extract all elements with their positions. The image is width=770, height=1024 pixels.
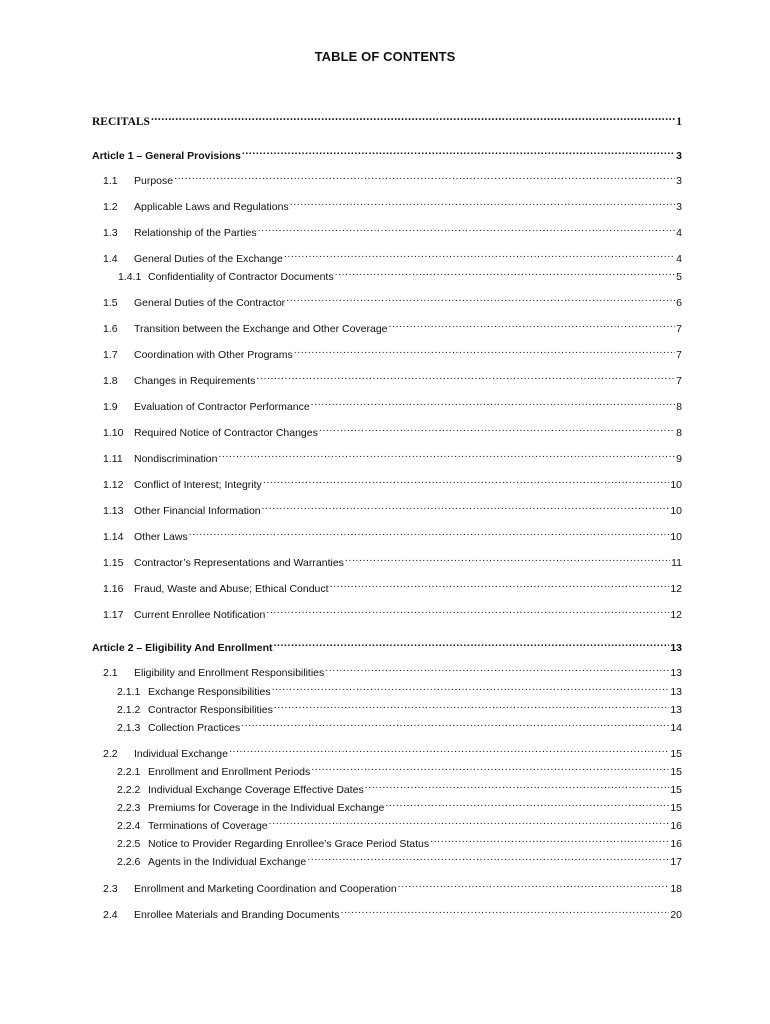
toc-entry-1-14[interactable] [92, 524, 682, 543]
toc-section-number: 2.2.4 [117, 820, 141, 832]
toc-entry-1-2[interactable] [92, 194, 682, 213]
toc-entry-1-9[interactable] [92, 394, 682, 413]
toc-entry-1-8[interactable] [92, 368, 682, 387]
toc-section-number: 2.2.1 [117, 766, 141, 778]
toc-entry-label: Article 2 – Eligibility And Enrollment [92, 642, 273, 654]
toc-entry-1-4[interactable] [92, 246, 682, 265]
toc-page-number: 4 [676, 227, 682, 239]
toc-page-number: 3 [676, 150, 682, 162]
toc-section-number: 1.8 [103, 375, 118, 387]
toc-entry-label: General Duties of the Contractor [134, 297, 286, 309]
toc-page-number: 15 [670, 802, 682, 814]
toc-page-number: 5 [676, 271, 682, 283]
dot-leader [262, 498, 670, 514]
toc-entry-label: Exchange Responsibilities [148, 686, 271, 698]
toc-entry-label: Terminations of Coverage [148, 820, 268, 832]
dot-leader [151, 109, 675, 125]
toc-entry-2-2-3[interactable] [92, 795, 682, 814]
toc-entry-1-3[interactable] [92, 220, 682, 239]
toc-entry-2-3[interactable] [92, 876, 682, 895]
toc-page-number: 13 [670, 704, 682, 716]
toc-section-number: 2.1.1 [117, 686, 141, 698]
toc-entry-2-1-3[interactable] [92, 715, 682, 734]
dot-leader [398, 876, 670, 892]
toc-entry-label: Nondiscrimination [134, 453, 218, 465]
toc-page-number: 18 [670, 883, 682, 895]
dot-leader [319, 420, 675, 436]
dot-leader [274, 697, 669, 713]
toc-section-number: 1.4 [103, 253, 118, 265]
toc-entry-1-12[interactable] [92, 472, 682, 491]
toc-entry-label: Enrollment and Enrollment Periods [148, 766, 311, 778]
toc-page-number: 7 [676, 323, 682, 335]
dot-leader [189, 524, 670, 540]
toc-entry-article-1[interactable] [92, 143, 682, 162]
toc-entry-label: Contractor’s Representations and Warranties [134, 557, 344, 569]
dot-leader [385, 795, 669, 811]
toc-section-number: 2.2.5 [117, 838, 141, 850]
toc-section-number: 1.3 [103, 227, 118, 239]
toc-entry-1-4-1[interactable] [92, 264, 682, 283]
dot-leader [258, 220, 676, 236]
toc-entry-label: Other Laws [134, 531, 188, 543]
toc-entry-2-2-4[interactable] [92, 813, 682, 832]
toc-page-number: 16 [670, 838, 682, 850]
toc-entry-1-5[interactable] [92, 290, 682, 309]
toc-entry-label: General Duties of the Exchange [134, 253, 283, 265]
toc-entry-2-2-6[interactable] [92, 849, 682, 868]
toc-entry-1-7[interactable] [92, 342, 682, 361]
dot-leader [272, 679, 670, 695]
toc-entry-1-6[interactable] [92, 316, 682, 335]
dot-leader [269, 813, 670, 829]
toc-entry-2-4[interactable] [92, 902, 682, 921]
toc-entry-2-1[interactable] [92, 660, 682, 679]
toc-section-number: 2.1.2 [117, 704, 141, 716]
toc-entry-recitals[interactable] [92, 109, 682, 128]
toc-entry-label: Relationship of the Parties [134, 227, 257, 239]
toc-page-number: 9 [676, 453, 682, 465]
toc-page-number: 10 [670, 505, 682, 517]
dot-leader [307, 849, 669, 865]
toc-page-number: 15 [670, 766, 682, 778]
dot-leader [229, 741, 669, 757]
toc-section-number: 2.2 [103, 748, 118, 760]
toc-page-number: 7 [676, 349, 682, 361]
toc-section-number: 1.11 [103, 453, 123, 465]
toc-entry-1-13[interactable] [92, 498, 682, 517]
toc-entry-label: Contractor Responsibilities [148, 704, 273, 716]
toc-page-number: 3 [676, 201, 682, 213]
dot-leader [311, 759, 669, 775]
toc-page-number: 14 [670, 722, 682, 734]
toc-page-number: 4 [676, 253, 682, 265]
toc-entry-1-15[interactable] [92, 550, 682, 569]
toc-section-number: 1.16 [103, 583, 124, 595]
toc-page-number: 15 [670, 784, 682, 796]
toc-section-number: 1.7 [103, 349, 118, 361]
dot-leader [430, 831, 669, 847]
toc-page-number: 11 [671, 557, 682, 569]
toc-page-number: 12 [670, 609, 682, 621]
dot-leader [273, 635, 669, 651]
toc-entry-2-2[interactable] [92, 741, 682, 760]
toc-entry-label: Other Financial Information [134, 505, 261, 517]
page-title: TABLE OF CONTENTS [314, 49, 456, 64]
toc-entry-1-11[interactable] [92, 446, 682, 465]
toc-entry-article-2[interactable] [92, 635, 682, 654]
dot-leader [218, 446, 675, 462]
toc-entry-label: Notice to Provider Regarding Enrollee’s Grace Period Status [148, 838, 430, 850]
toc-page-number: 17 [670, 856, 682, 868]
toc-page-number: 13 [670, 667, 682, 679]
toc-page-number: 13 [670, 686, 682, 698]
toc-entry-label: Transition between the Exchange and Other Coverage [134, 323, 388, 335]
dot-leader [330, 576, 670, 592]
dot-leader [345, 550, 670, 566]
toc-entry-label: Required Notice of Contractor Changes [134, 427, 318, 439]
toc-section-number: 1.4.1 [118, 271, 142, 283]
toc-entry-label: Purpose [134, 175, 174, 187]
toc-page-number: 12 [670, 583, 682, 595]
toc-section-number: 2.2.2 [117, 784, 141, 796]
toc-entry-1-17[interactable] [92, 602, 682, 621]
toc-entry-label: Premiums for Coverage in the Individual Exchange [148, 802, 385, 814]
toc-section-number: 1.17 [103, 609, 124, 621]
toc-entry-label: Individual Exchange Coverage Effective Dates [148, 784, 364, 796]
toc-page-number: 15 [670, 748, 682, 760]
dot-leader [325, 660, 669, 676]
toc-section-number: 1.15 [103, 557, 124, 569]
toc-entry-2-2-1[interactable] [92, 759, 682, 778]
dot-leader [266, 602, 669, 618]
dot-leader [263, 472, 670, 488]
toc-section-number: 1.14 [103, 531, 124, 543]
toc-page-number: 8 [676, 401, 682, 413]
toc-page-number: 1 [676, 116, 682, 128]
dot-leader [294, 342, 675, 358]
toc-section-number: 1.6 [103, 323, 118, 335]
toc-section-number: 1.1 [103, 175, 118, 187]
toc-section-number: 2.1 [103, 667, 118, 679]
toc-entry-label: Eligibility and Enrollment Responsibilities [134, 667, 325, 679]
toc-entry-label: Evaluation of Contractor Performance [134, 401, 310, 413]
toc-entry-label: Fraud, Waste and Abuse; Ethical Conduct [134, 583, 329, 595]
toc-section-number: 1.9 [103, 401, 118, 413]
toc-page-number: 3 [676, 175, 682, 187]
toc-page-number: 7 [676, 375, 682, 387]
toc-entry-label: Article 1 – General Provisions [92, 150, 241, 162]
toc-entry-label: Individual Exchange [134, 748, 228, 760]
toc-page-number: 8 [676, 427, 682, 439]
toc-entry-2-1-2[interactable] [92, 697, 682, 716]
toc-section-number: 1.2 [103, 201, 118, 213]
dot-leader [340, 902, 669, 918]
toc-section-number: 2.2.6 [117, 856, 141, 868]
toc-section-number: 2.4 [103, 909, 118, 921]
toc-page-number: 13 [670, 642, 682, 654]
toc-page-number: 16 [670, 820, 682, 832]
dot-leader [290, 194, 675, 210]
toc-entry-2-2-5[interactable] [92, 831, 682, 850]
toc-entry-1-10[interactable] [92, 420, 682, 439]
toc-page-number: 20 [670, 909, 682, 921]
toc-section-number: 2.3 [103, 883, 118, 895]
toc-entry-2-2-2[interactable] [92, 777, 682, 796]
dot-leader [242, 143, 675, 159]
toc-entry-label: Changes in Requirements [134, 375, 256, 387]
dot-leader [256, 368, 675, 384]
toc-section-number: 1.5 [103, 297, 118, 309]
toc-entry-2-1-1[interactable] [92, 679, 682, 698]
toc-section-number: 1.12 [103, 479, 124, 491]
toc-entry-1-1[interactable] [92, 168, 682, 187]
toc-section-number: 1.10 [103, 427, 124, 439]
dot-leader [286, 290, 675, 306]
dot-leader [241, 715, 669, 731]
toc-page-number: 10 [670, 479, 682, 491]
toc-entry-1-16[interactable] [92, 576, 682, 595]
dot-leader [311, 394, 675, 410]
toc-entry-label: Conflict of Interest; Integrity [134, 479, 262, 491]
toc-entry-label: Collection Practices [148, 722, 241, 734]
toc-entry-label: Coordination with Other Programs [134, 349, 293, 361]
toc-section-number: 2.1.3 [117, 722, 141, 734]
toc-entry-label: RECITALS [92, 116, 150, 128]
toc-section-number: 2.2.3 [117, 802, 141, 814]
toc-entry-label: Applicable Laws and Regulations [134, 201, 289, 213]
toc-entry-label: Enrollment and Marketing Coordination and Cooperation [134, 883, 397, 895]
dot-leader [284, 246, 675, 262]
dot-leader [389, 316, 676, 332]
toc-entry-label: Enrollee Materials and Branding Documents [134, 909, 340, 921]
toc-page-number: 10 [670, 531, 682, 543]
dot-leader [365, 777, 670, 793]
toc-entry-label: Confidentiality of Contractor Documents [148, 271, 334, 283]
toc-page-number: 6 [676, 297, 682, 309]
toc-section-number: 1.13 [103, 505, 124, 517]
toc-entry-label: Agents in the Individual Exchange [148, 856, 307, 868]
toc-entry-label: Current Enrollee Notification [134, 609, 266, 621]
dot-leader [335, 264, 676, 280]
dot-leader [174, 168, 675, 184]
